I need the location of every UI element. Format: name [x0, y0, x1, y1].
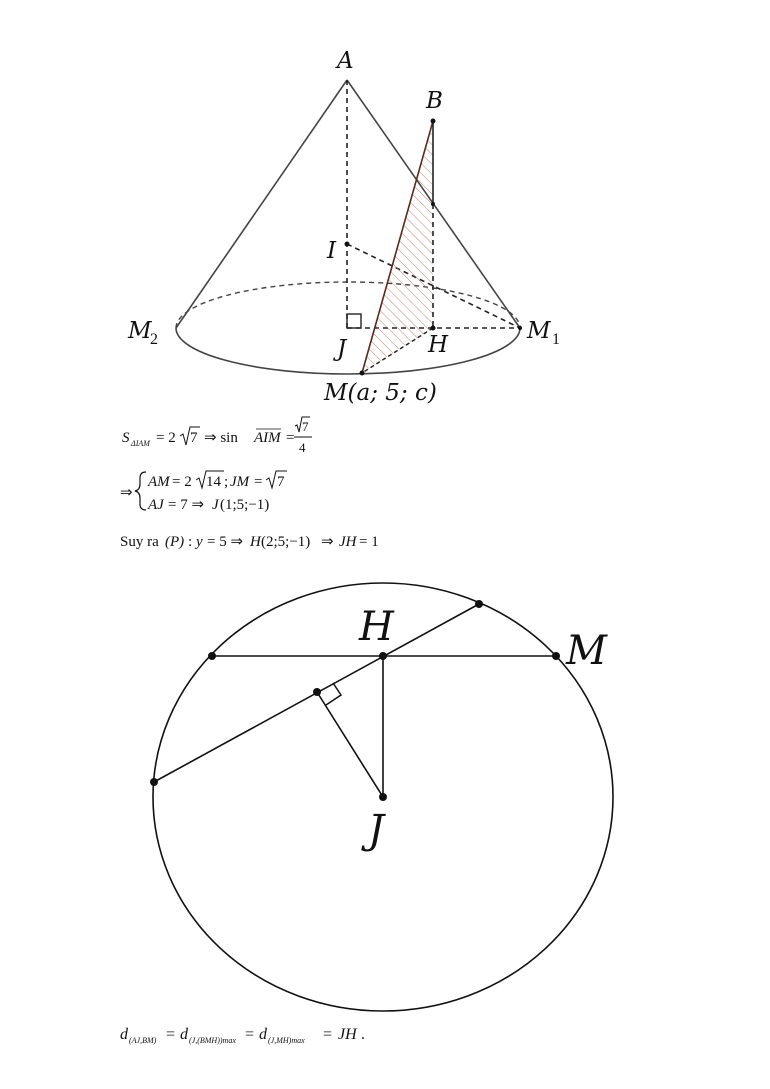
f2-row1-eq2: =: [254, 474, 263, 490]
f3-coords: (2;5;−1): [261, 534, 311, 550]
f2-row1-sqrt: 14: [206, 474, 221, 490]
f1-s: S: [122, 430, 130, 446]
f1-s-sub: ΔIAM: [131, 439, 150, 448]
pt-chord-left: [208, 652, 216, 660]
pt-foot: [313, 688, 321, 696]
label-j: J: [337, 336, 347, 362]
pt-j: [379, 793, 387, 801]
f1-eq2: =: [286, 430, 295, 446]
f2-row2-coords: (1;5;−1): [220, 497, 270, 513]
point-b: [431, 119, 436, 124]
fb-eq3: =: [323, 1026, 333, 1043]
pt-m: [552, 652, 560, 660]
label-m1: M: [527, 318, 551, 344]
cone-base-front-arc: [176, 328, 520, 374]
formula-line-3: [120, 534, 379, 550]
formula-line-1: [122, 417, 312, 455]
fb-d1: d: [120, 1026, 128, 1043]
f2-brace: [135, 472, 146, 510]
label-h: H: [428, 332, 449, 358]
formula-line-2: [120, 471, 287, 513]
fb-d2-sub: (J,(BMH))max: [189, 1036, 236, 1045]
point-m: [360, 371, 365, 376]
pt-diag-top: [475, 600, 483, 608]
point-m1: [518, 326, 522, 330]
f3-arrow: ⇒: [321, 534, 334, 550]
f2-row1-semicolon: ;: [224, 474, 229, 490]
label-i: I: [327, 238, 337, 264]
fb-d1-sub: (AJ,BM): [129, 1036, 157, 1045]
f3-p: (P): [165, 534, 185, 550]
cone-figure: [127, 48, 560, 406]
f3-eq: = 5 ⇒: [207, 534, 244, 550]
formula-bottom: [120, 1026, 365, 1045]
label-m1-sub: 1: [552, 331, 560, 348]
f1-aim: AIM: [254, 430, 281, 446]
f3-prefix: Suy ra: [120, 534, 159, 550]
f3-h: H: [250, 534, 261, 550]
point-i: [345, 242, 350, 247]
point-intersect: [431, 202, 435, 206]
f1-frac-num: 7: [302, 419, 309, 434]
f2-arrow: ⇒: [120, 485, 133, 501]
f2-row2-j: J: [212, 497, 219, 513]
label-h-large: H: [359, 604, 394, 650]
segment-j-foot: [317, 692, 383, 797]
f3-y: y: [196, 534, 203, 550]
f1-eq1: = 2: [156, 430, 176, 446]
pt-diag-left: [150, 778, 158, 786]
label-m2-sub: 2: [150, 331, 158, 348]
label-m-large: M: [566, 628, 607, 674]
label-m-coords: M(a; 5; c): [324, 380, 437, 406]
pt-h: [379, 652, 387, 660]
f3-colon: :: [188, 534, 193, 550]
label-a: A: [337, 48, 354, 74]
f3-jh: JH: [339, 534, 357, 550]
fb-d2: d: [180, 1026, 188, 1043]
circle-figure: [150, 583, 613, 1011]
f1-sqrt-1: 7: [190, 430, 198, 446]
f2-row2-aj: AJ: [148, 497, 164, 513]
fb-eq1: =: [166, 1026, 176, 1043]
fb-d3: d: [259, 1026, 267, 1043]
cone-base-back-arc: [176, 282, 520, 328]
f2-row2-eq: = 7 ⇒: [168, 497, 205, 513]
f2-row1-sqrt2: 7: [277, 474, 285, 490]
fb-jh: JH: [338, 1026, 357, 1043]
fb-dot: .: [361, 1026, 365, 1043]
fb-eq2: =: [245, 1026, 255, 1043]
fb-d3-sub: (J,MH)max: [268, 1036, 305, 1045]
f3-val: = 1: [359, 534, 379, 550]
label-m2: M: [128, 318, 152, 344]
label-j-large: J: [368, 807, 385, 853]
f2-row1-eq: = 2: [172, 474, 192, 490]
generatrix-a-m2: [176, 80, 347, 328]
f1-frac-den: 4: [299, 440, 306, 455]
f2-row1-jm: JM: [230, 474, 250, 490]
point-h: [431, 326, 436, 331]
f2-row1-am: AM: [148, 474, 170, 490]
label-b: B: [426, 88, 443, 114]
right-angle-mark-j: [347, 314, 361, 328]
f1-arrow: ⇒ sin: [204, 430, 238, 446]
